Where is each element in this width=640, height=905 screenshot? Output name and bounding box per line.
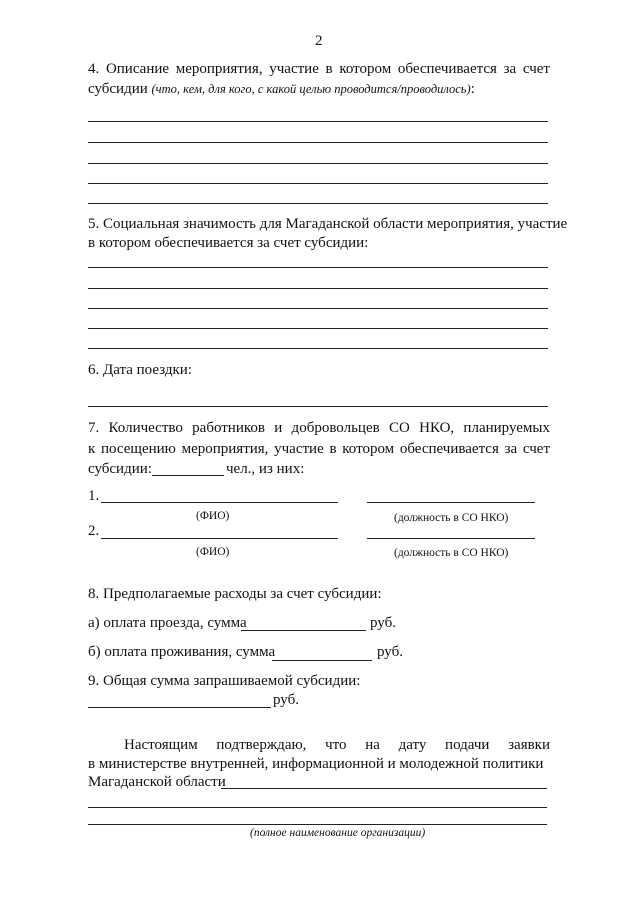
section5-answer-line-3[interactable] bbox=[88, 308, 548, 309]
section4-hint: (что, кем, для кого, с какой целью проводится/проводилось) bbox=[151, 82, 471, 96]
section4-answer-line-3[interactable] bbox=[88, 163, 548, 164]
section6-label: 6. Дата поездки: bbox=[88, 362, 192, 378]
section4-subsidy-word: субсидии bbox=[88, 81, 148, 97]
person-2-fio-caption: (ФИО) bbox=[196, 546, 230, 558]
section7-count-row bbox=[88, 460, 152, 478]
person-1-position-line[interactable] bbox=[367, 502, 535, 503]
confirmation-line-2: в министерстве внутренней, информационной и молодежной политики bbox=[88, 756, 544, 772]
section5-title: 5. Социальная значимость для Магаданской области мероприятия, участие bbox=[88, 216, 568, 232]
section8-travel-unit: руб. bbox=[370, 615, 396, 631]
section4-subtitle bbox=[88, 80, 475, 98]
total-subsidy-line[interactable] bbox=[88, 707, 271, 708]
section4-answer-line-4[interactable] bbox=[88, 183, 548, 184]
person-1-fio-line[interactable] bbox=[101, 502, 338, 503]
section5-answer-line-5[interactable] bbox=[88, 348, 548, 349]
person-2-position-line[interactable] bbox=[367, 538, 535, 539]
section4-answer-line-2[interactable] bbox=[88, 142, 548, 143]
person-1-number: 1. bbox=[88, 488, 100, 504]
section5-answer-line-4[interactable] bbox=[88, 328, 548, 329]
section8-lodging-unit: руб. bbox=[377, 644, 403, 660]
lodging-amount-line[interactable] bbox=[272, 660, 372, 661]
section7-title: 7. Количество работников и добровольцев СО НКО, планируемых bbox=[88, 420, 550, 436]
section8-title: 8. Предполагаемые расходы за счет субсидии: bbox=[88, 586, 382, 602]
person-1-fio-caption: (ФИО) bbox=[196, 510, 230, 522]
section4-hint-colon: : bbox=[470, 81, 475, 97]
organization-name-caption: (полное наименование организации) bbox=[250, 827, 426, 839]
section5-answer-line-2[interactable] bbox=[88, 288, 548, 289]
person-2-number: 2. bbox=[88, 523, 100, 539]
person-1-position-caption: (должность в СО НКО) bbox=[394, 512, 509, 524]
person-2-position-caption: (должность в СО НКО) bbox=[394, 547, 509, 559]
section8-travel-label: а) оплата проезда, сумма bbox=[88, 615, 247, 631]
organization-name-line-2[interactable] bbox=[88, 807, 547, 808]
section5-title-cont: в котором обеспечивается за счет субсидии: bbox=[88, 235, 369, 251]
confirmation-line-3: Магаданской области bbox=[88, 774, 226, 790]
section4-answer-line-5[interactable] bbox=[88, 203, 548, 204]
section5-answer-line-1[interactable] bbox=[88, 267, 548, 268]
section9-title: 9. Общая сумма запрашиваемой субсидии: bbox=[88, 673, 361, 689]
section4-answer-line-1[interactable] bbox=[88, 121, 548, 122]
section9-unit: руб. bbox=[273, 692, 299, 708]
trip-date-line[interactable] bbox=[88, 406, 548, 407]
person-2-fio-line[interactable] bbox=[101, 538, 338, 539]
organization-name-line-3[interactable] bbox=[88, 824, 547, 825]
page-number: 2 bbox=[315, 33, 323, 49]
organization-name-line-1[interactable] bbox=[221, 788, 547, 789]
confirmation-line-1: Настоящим подтверждаю, что на дату подачи заявки bbox=[124, 737, 550, 753]
section4-title: 4. Описание мероприятия, участие в котором обеспечивается за счет bbox=[88, 61, 550, 77]
section7-title-cont: к посещению мероприятия, участие в котором обеспечивается за счет bbox=[88, 441, 550, 457]
section8-lodging-label: б) оплата проживания, сумма bbox=[88, 644, 276, 660]
section7-count-suffix: чел., из них: bbox=[226, 461, 305, 477]
section7-count-prefix: субсидии: bbox=[88, 461, 152, 477]
people-count-line[interactable] bbox=[152, 475, 224, 476]
travel-amount-line[interactable] bbox=[241, 630, 366, 631]
